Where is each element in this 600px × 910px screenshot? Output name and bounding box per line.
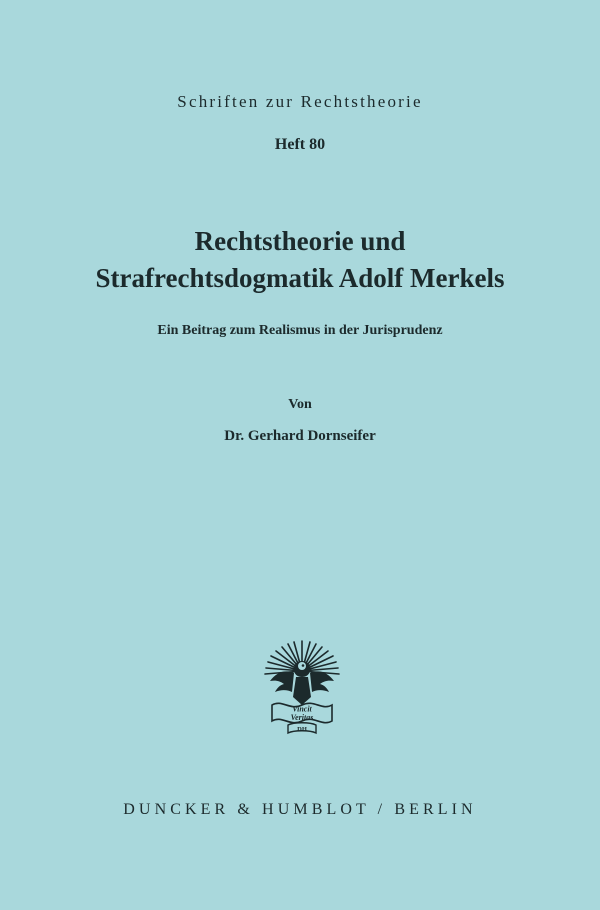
series-title: Schriften zur Rechtstheorie — [177, 92, 423, 111]
emblem-monogram: DH — [297, 726, 307, 733]
publisher-imprint: DUNCKER & HUMBLOT / BERLIN — [123, 801, 477, 818]
eagle-sun-emblem-icon — [256, 635, 348, 735]
book-title-line-2: Strafrechtsdogmatik Adolf Merkels — [95, 263, 505, 293]
author-name: Dr. Gerhard Dornseifer — [224, 428, 376, 444]
issue-number: Heft 80 — [274, 136, 326, 153]
emblem-motto-1: Vincit — [292, 704, 312, 714]
by-label: Von — [288, 397, 312, 412]
book-title-line-1: Rechtstheorie und — [194, 226, 406, 256]
book-subtitle: Ein Beitrag zum Realismus in der Jurisprudenz — [157, 323, 443, 338]
emblem-motto-2: Veritas — [290, 713, 314, 722]
